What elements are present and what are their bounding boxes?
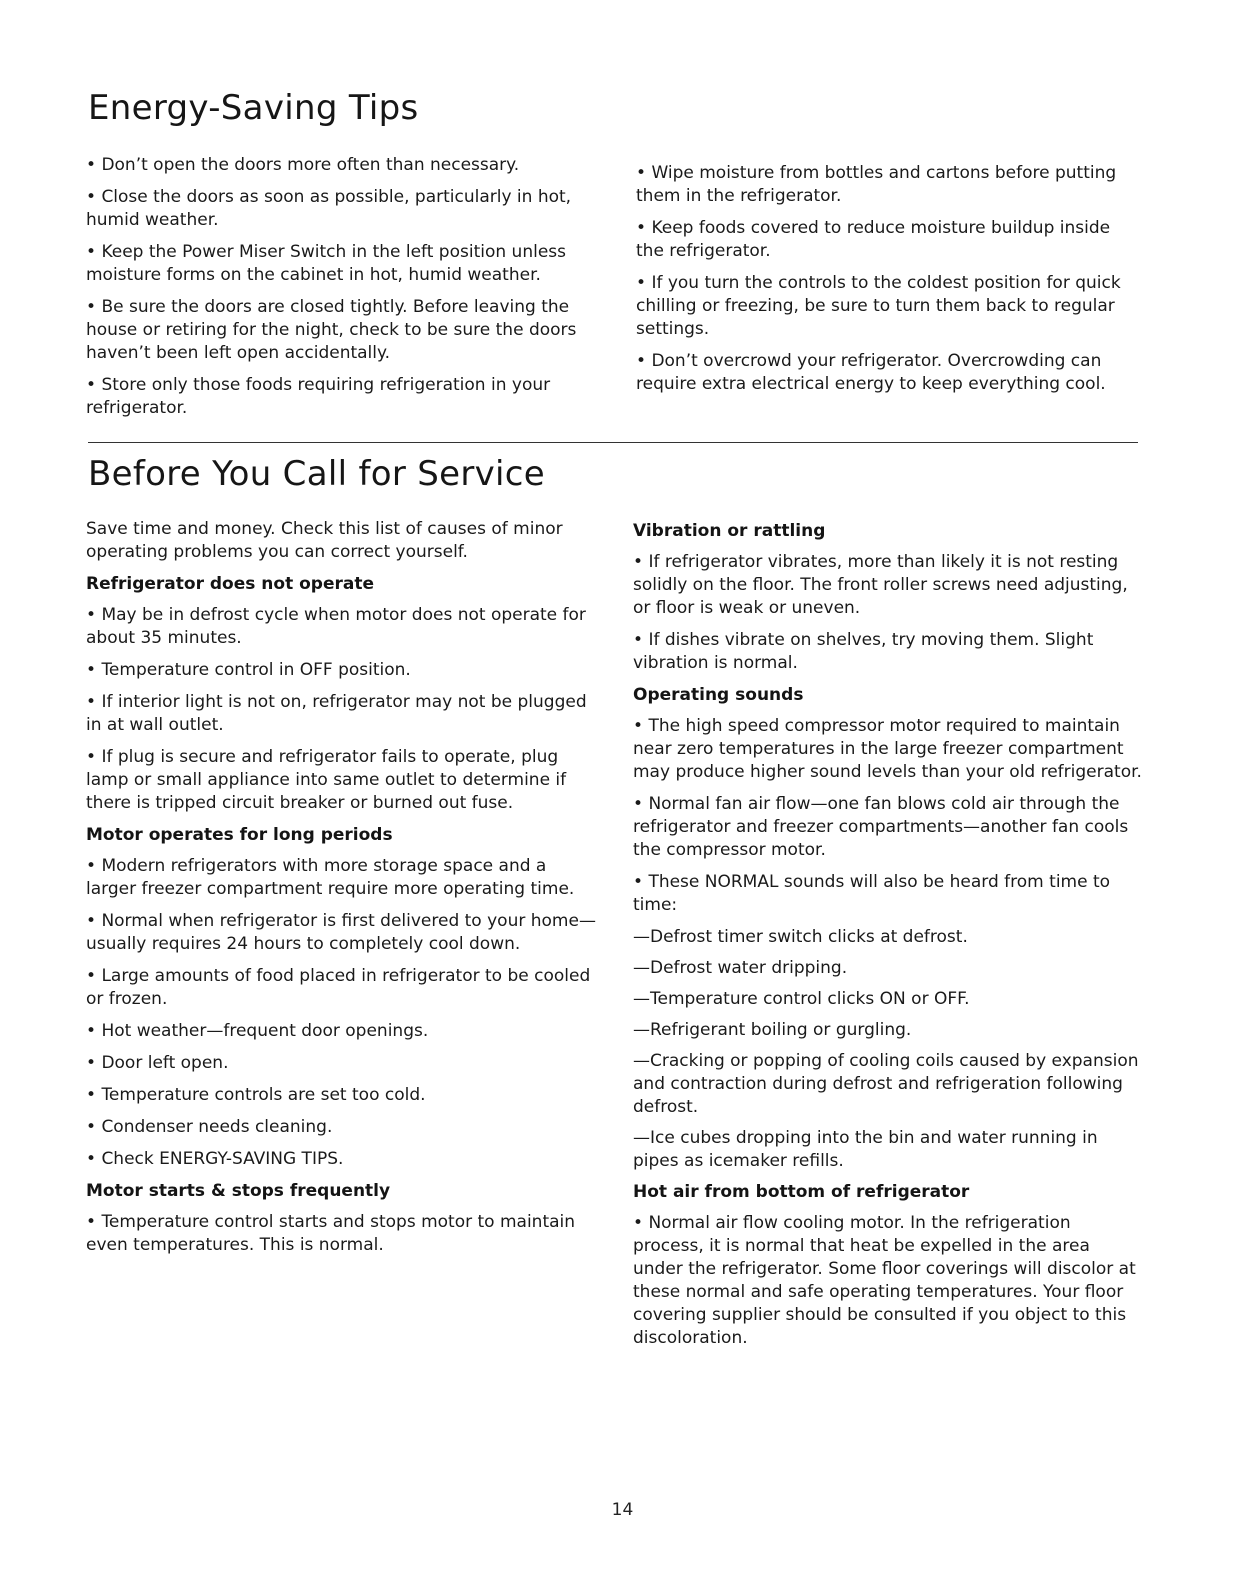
list-item: • If interior light is not on, refrigerator may not be plugged in at wall outlet. — [86, 691, 598, 737]
list-item: • These NORMAL sounds will also be heard from time to time: — [633, 871, 1143, 917]
list-item: • Large amounts of food placed in refrigerator to be cooled or frozen. — [86, 965, 598, 1011]
list-item: • If refrigerator vibrates, more than likely it is not resting solidly on the floor. The front roller screws need adjusting, or floor is weak or uneven. — [633, 551, 1143, 620]
list-item: • If dishes vibrate on shelves, try moving them. Slight vibration is normal. — [633, 629, 1143, 675]
list-item: • Door left open. — [86, 1052, 598, 1075]
energy-tip: • Be sure the doors are closed tightly. Before leaving the house or retiring for the night, check to be sure the doors haven’t been left open accidentally. — [86, 296, 598, 365]
service-title: Before You Call for Service — [88, 454, 545, 494]
energy-tips-left-column — [86, 154, 598, 429]
sound-item: —Ice cubes dropping into the bin and water running in pipes as icemaker refills. — [633, 1128, 1098, 1171]
list-item: • Hot weather—frequent door openings. — [86, 1020, 598, 1043]
service-left-column — [86, 518, 598, 1266]
energy-saving-title: Energy-Saving Tips — [88, 88, 419, 128]
sound-item: —Defrost water dripping. — [633, 958, 848, 978]
list-item: • Normal when refrigerator is first delivered to your home—usually requires 24 hours to completely cool down. — [86, 910, 598, 956]
sound-item: —Defrost timer switch clicks at defrost. — [633, 927, 968, 947]
heading-starts-stops: Motor starts & stops frequently — [86, 1181, 391, 1201]
section-divider — [88, 442, 1138, 443]
sound-item: —Temperature control clicks ON or OFF. — [633, 989, 970, 1009]
energy-tip: • Don’t overcrowd your refrigerator. Overcrowding can require extra electrical energy to keep everything cool. — [636, 350, 1140, 396]
energy-tip: • Keep the Power Miser Switch in the left position unless moisture forms on the cabinet in hot, humid weather. — [86, 241, 598, 287]
list-item: • The high speed compressor motor required to maintain near zero temperatures in the large freezer compartment may produce higher sound levels than your old refrigerator. — [633, 715, 1143, 784]
energy-tip: • Don’t open the doors more often than necessary. — [86, 154, 598, 177]
heading-operating-sounds: Operating sounds — [633, 685, 804, 705]
page-number: 14 — [611, 1500, 634, 1520]
energy-tip: • Store only those foods requiring refrigeration in your refrigerator. — [86, 374, 598, 420]
list-item: • Temperature control starts and stops motor to maintain even temperatures. This is normal. — [86, 1211, 598, 1257]
list-item: • Check ENERGY-SAVING TIPS. — [86, 1148, 598, 1171]
sound-item: —Cracking or popping of cooling coils caused by expansion and contraction during defrost and refrigeration following defrost. — [633, 1051, 1139, 1117]
heading-does-not-operate: Refrigerator does not operate — [86, 574, 375, 594]
energy-tip: • Close the doors as soon as possible, particularly in hot, humid weather. — [86, 186, 598, 232]
energy-tip: • If you turn the controls to the coldest position for quick chilling or freezing, be sure to turn them back to regular settings. — [636, 272, 1140, 341]
list-item: • Temperature controls are set too cold. — [86, 1084, 598, 1107]
energy-tips-right-column — [636, 162, 1140, 405]
heading-hot-air: Hot air from bottom of refrigerator — [633, 1182, 970, 1202]
heading-vibration: Vibration or rattling — [633, 521, 826, 541]
list-item: • Temperature control in OFF position. — [86, 659, 598, 682]
service-intro: Save time and money. Check this list of causes of minor operating problems you can correct yourself. — [86, 519, 563, 562]
sound-item: —Refrigerant boiling or gurgling. — [633, 1020, 912, 1040]
list-item: • Normal fan air flow—one fan blows cold air through the refrigerator and freezer compartments—another fan cools the compressor motor. — [633, 793, 1143, 862]
list-item: • Normal air flow cooling motor. In the refrigeration process, it is normal that heat be expelled in the area under the refrigerator. Some floor coverings will discolor at these normal and safe operating temperatures. Your floor covering supplier should be consulted if you object to this discoloration. — [633, 1212, 1143, 1350]
heading-long-periods: Motor operates for long periods — [86, 825, 393, 845]
service-right-column — [633, 518, 1143, 1359]
list-item: • Modern refrigerators with more storage space and a larger freezer compartment require more operating time. — [86, 855, 598, 901]
list-item: • If plug is secure and refrigerator fails to operate, plug lamp or small appliance into same outlet to determine if there is tripped circuit breaker or burned out fuse. — [86, 746, 598, 815]
energy-tip: • Keep foods covered to reduce moisture buildup inside the refrigerator. — [636, 217, 1140, 263]
list-item: • May be in defrost cycle when motor does not operate for about 35 minutes. — [86, 604, 598, 650]
list-item: • Condenser needs cleaning. — [86, 1116, 598, 1139]
energy-tip: • Wipe moisture from bottles and cartons before putting them in the refrigerator. — [636, 162, 1140, 208]
